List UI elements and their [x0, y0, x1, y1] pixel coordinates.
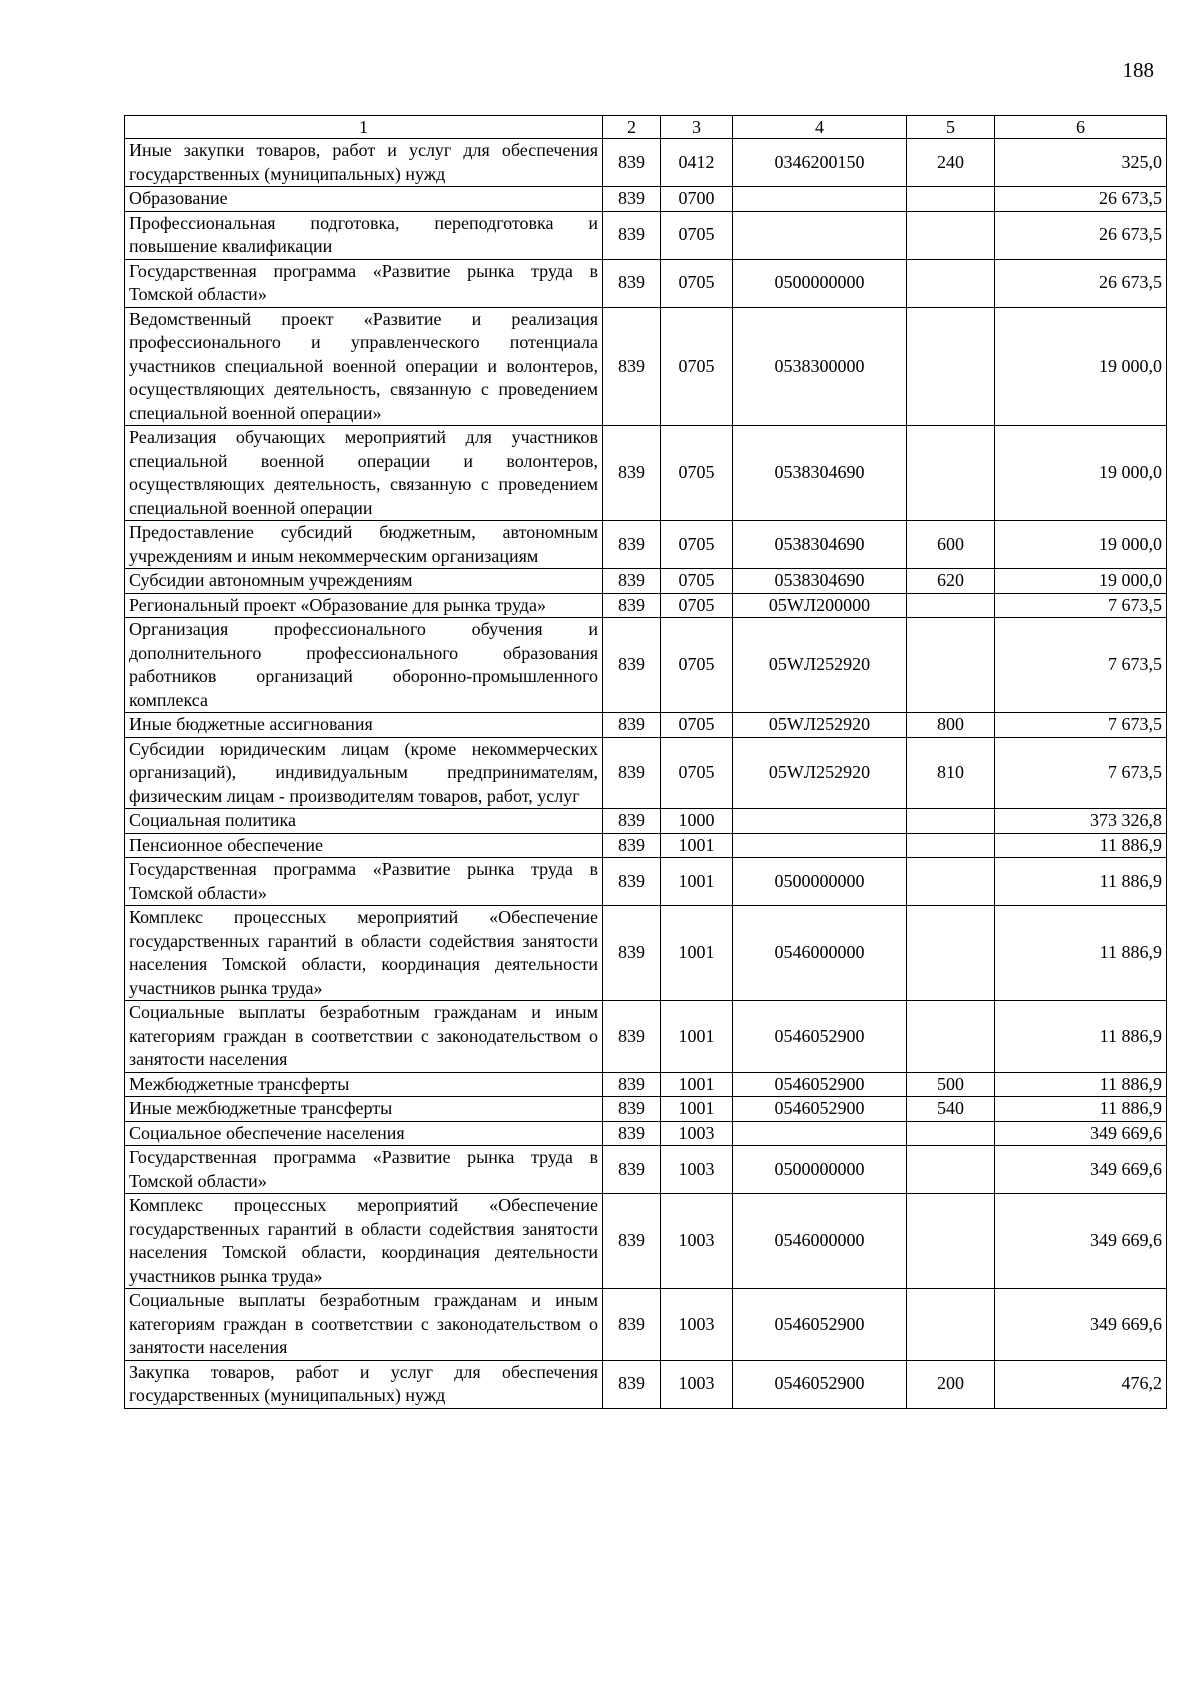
- row-amount-cell: 7 673,5: [995, 737, 1167, 809]
- row-target-cell: 05WЛ252920: [733, 737, 907, 809]
- row-target-cell: 05WЛ252920: [733, 713, 907, 738]
- row-target-cell: 0546052900: [733, 1072, 907, 1097]
- table-row: [125, 569, 1167, 594]
- row-amount-cell: 19 000,0: [995, 426, 1167, 521]
- row-amount-cell: 11 886,9: [995, 833, 1167, 858]
- table-row: [125, 906, 1167, 1001]
- row-target-cell: [733, 809, 907, 834]
- row-expense-type-cell: 800: [907, 713, 995, 738]
- table-row: [125, 1001, 1167, 1073]
- row-section-cell: 1001: [661, 858, 733, 906]
- row-name-cell: Социальное обеспечение населения: [125, 1121, 603, 1146]
- row-code-cell: 839: [603, 593, 661, 618]
- row-section-cell: 0705: [661, 211, 733, 259]
- row-target-cell: 0546052900: [733, 1097, 907, 1122]
- table-row: [125, 713, 1167, 738]
- row-name-cell: Иные бюджетные ассигнования: [125, 713, 603, 738]
- table-row: [125, 187, 1167, 212]
- row-code-cell: 839: [603, 426, 661, 521]
- row-target-cell: 0546000000: [733, 1194, 907, 1289]
- row-amount-cell: 19 000,0: [995, 569, 1167, 594]
- table-row: [125, 593, 1167, 618]
- row-target-cell: 0546052900: [733, 1360, 907, 1408]
- table-row: [125, 521, 1167, 569]
- row-expense-type-cell: [907, 211, 995, 259]
- row-name-cell: Ведомственный проект «Развитие и реализация профессионального и управленческого потенциала участников специальной военной операции и волонтеров, осуществляющих деятельность, связанную с проведением специальной военной операции»: [125, 307, 603, 426]
- row-expense-type-cell: [907, 1121, 995, 1146]
- row-name-cell: Межбюджетные трансферты: [125, 1072, 603, 1097]
- row-expense-type-cell: 810: [907, 737, 995, 809]
- row-expense-type-cell: 600: [907, 521, 995, 569]
- row-amount-cell: 349 669,6: [995, 1289, 1167, 1361]
- table-row: [125, 1121, 1167, 1146]
- row-section-cell: 1001: [661, 1001, 733, 1073]
- row-section-cell: 1003: [661, 1289, 733, 1361]
- row-code-cell: 839: [603, 187, 661, 212]
- row-code-cell: 839: [603, 1194, 661, 1289]
- row-expense-type-cell: [907, 426, 995, 521]
- row-expense-type-cell: [907, 809, 995, 834]
- table-body: [125, 116, 1167, 1409]
- row-target-cell: 0500000000: [733, 259, 907, 307]
- row-target-cell: [733, 187, 907, 212]
- row-name-cell: Государственная программа «Развитие рынка труда в Томской области»: [125, 858, 603, 906]
- row-code-cell: 839: [603, 211, 661, 259]
- row-expense-type-cell: 200: [907, 1360, 995, 1408]
- row-code-cell: 839: [603, 1001, 661, 1073]
- table-row: [125, 1289, 1167, 1361]
- row-expense-type-cell: 540: [907, 1097, 995, 1122]
- row-section-cell: 1003: [661, 1121, 733, 1146]
- row-expense-type-cell: 500: [907, 1072, 995, 1097]
- row-name-cell: Организация профессионального обучения и дополнительного профессионального образования работников организаций оборонно-промышленного комплекса: [125, 618, 603, 713]
- row-amount-cell: 7 673,5: [995, 593, 1167, 618]
- row-expense-type-cell: [907, 307, 995, 426]
- row-section-cell: 0705: [661, 426, 733, 521]
- row-amount-cell: 11 886,9: [995, 1072, 1167, 1097]
- table-row: [125, 1194, 1167, 1289]
- column-header: 1: [125, 116, 603, 139]
- row-code-cell: 839: [603, 1121, 661, 1146]
- row-amount-cell: 373 326,8: [995, 809, 1167, 834]
- row-amount-cell: 11 886,9: [995, 1097, 1167, 1122]
- row-target-cell: [733, 833, 907, 858]
- row-target-cell: 0546000000: [733, 906, 907, 1001]
- row-code-cell: 839: [603, 1360, 661, 1408]
- row-section-cell: 1001: [661, 1072, 733, 1097]
- table-row: [125, 426, 1167, 521]
- row-expense-type-cell: [907, 593, 995, 618]
- row-code-cell: 839: [603, 521, 661, 569]
- row-code-cell: 839: [603, 307, 661, 426]
- row-name-cell: Реализация обучающих мероприятий для участников специальной военной операции и волонтеров, осуществляющих деятельность, связанную с проведением специальной военной операции: [125, 426, 603, 521]
- row-name-cell: Субсидии юридическим лицам (кроме некоммерческих организаций), индивидуальным предпринимателям, физическим лицам - производителям товаров, работ, услуг: [125, 737, 603, 809]
- row-name-cell: Социальные выплаты безработным гражданам и иным категориям граждан в соответствии с законодательством о занятости населения: [125, 1289, 603, 1361]
- row-name-cell: Профессиональная подготовка, переподготовка и повышение квалификации: [125, 211, 603, 259]
- table-row: [125, 307, 1167, 426]
- row-code-cell: 839: [603, 1289, 661, 1361]
- table-header-row: [125, 116, 1167, 139]
- row-name-cell: Региональный проект «Образование для рынка труда»: [125, 593, 603, 618]
- row-target-cell: 05WЛ252920: [733, 618, 907, 713]
- row-target-cell: [733, 1121, 907, 1146]
- table-row: [125, 1360, 1167, 1408]
- row-expense-type-cell: [907, 906, 995, 1001]
- row-expense-type-cell: [907, 833, 995, 858]
- row-section-cell: 0705: [661, 259, 733, 307]
- row-name-cell: Закупка товаров, работ и услуг для обеспечения государственных (муниципальных) нужд: [125, 1360, 603, 1408]
- row-code-cell: 839: [603, 833, 661, 858]
- row-amount-cell: 19 000,0: [995, 307, 1167, 426]
- row-amount-cell: 26 673,5: [995, 259, 1167, 307]
- row-name-cell: Государственная программа «Развитие рынка труда в Томской области»: [125, 1146, 603, 1194]
- table-row: [125, 858, 1167, 906]
- row-name-cell: Социальная политика: [125, 809, 603, 834]
- row-amount-cell: 26 673,5: [995, 187, 1167, 212]
- row-amount-cell: 11 886,9: [995, 906, 1167, 1001]
- row-code-cell: 839: [603, 809, 661, 834]
- row-code-cell: 839: [603, 1097, 661, 1122]
- row-code-cell: 839: [603, 569, 661, 594]
- row-target-cell: 0538304690: [733, 569, 907, 594]
- row-target-cell: 0538304690: [733, 426, 907, 521]
- row-code-cell: 839: [603, 713, 661, 738]
- row-amount-cell: 7 673,5: [995, 713, 1167, 738]
- budget-table: [124, 115, 1167, 1409]
- row-target-cell: 0500000000: [733, 1146, 907, 1194]
- table-row: [125, 1072, 1167, 1097]
- column-header: 4: [733, 116, 907, 139]
- row-expense-type-cell: [907, 187, 995, 212]
- row-target-cell: 0546052900: [733, 1289, 907, 1361]
- row-target-cell: 0500000000: [733, 858, 907, 906]
- row-code-cell: 839: [603, 618, 661, 713]
- row-section-cell: 0705: [661, 713, 733, 738]
- row-target-cell: [733, 211, 907, 259]
- row-name-cell: Комплекс процессных мероприятий «Обеспечение государственных гарантий в области содействия занятости населения Томской области, координация деятельности участников рынка труда»: [125, 906, 603, 1001]
- row-amount-cell: 325,0: [995, 139, 1167, 187]
- row-section-cell: 0705: [661, 307, 733, 426]
- row-amount-cell: 476,2: [995, 1360, 1167, 1408]
- row-name-cell: Субсидии автономным учреждениям: [125, 569, 603, 594]
- row-expense-type-cell: [907, 858, 995, 906]
- row-section-cell: 1001: [661, 906, 733, 1001]
- row-code-cell: 839: [603, 1072, 661, 1097]
- table-row: [125, 737, 1167, 809]
- row-section-cell: 1003: [661, 1194, 733, 1289]
- table-row: [125, 1146, 1167, 1194]
- row-section-cell: 1003: [661, 1360, 733, 1408]
- row-amount-cell: 349 669,6: [995, 1194, 1167, 1289]
- row-section-cell: 0705: [661, 593, 733, 618]
- table-row: [125, 259, 1167, 307]
- row-expense-type-cell: [907, 259, 995, 307]
- row-amount-cell: 19 000,0: [995, 521, 1167, 569]
- column-header: 6: [995, 116, 1167, 139]
- row-target-cell: 0546052900: [733, 1001, 907, 1073]
- row-section-cell: 1001: [661, 833, 733, 858]
- row-section-cell: 0705: [661, 618, 733, 713]
- row-code-cell: 839: [603, 737, 661, 809]
- column-header: 5: [907, 116, 995, 139]
- row-name-cell: Пенсионное обеспечение: [125, 833, 603, 858]
- row-expense-type-cell: [907, 1001, 995, 1073]
- row-expense-type-cell: 240: [907, 139, 995, 187]
- row-name-cell: Государственная программа «Развитие рынка труда в Томской области»: [125, 259, 603, 307]
- row-code-cell: 839: [603, 259, 661, 307]
- row-expense-type-cell: [907, 618, 995, 713]
- row-amount-cell: 26 673,5: [995, 211, 1167, 259]
- row-amount-cell: 349 669,6: [995, 1146, 1167, 1194]
- row-expense-type-cell: 620: [907, 569, 995, 594]
- table-row: [125, 833, 1167, 858]
- table-row: [125, 809, 1167, 834]
- row-name-cell: Образование: [125, 187, 603, 212]
- row-section-cell: 0705: [661, 569, 733, 594]
- table-row: [125, 139, 1167, 187]
- row-amount-cell: 349 669,6: [995, 1121, 1167, 1146]
- row-amount-cell: 11 886,9: [995, 858, 1167, 906]
- column-header: 2: [603, 116, 661, 139]
- row-section-cell: 1001: [661, 1097, 733, 1122]
- table-row: [125, 618, 1167, 713]
- row-target-cell: 0346200150: [733, 139, 907, 187]
- row-name-cell: Комплекс процессных мероприятий «Обеспечение государственных гарантий в области содействия занятости населения Томской области, координация деятельности участников рынка труда»: [125, 1194, 603, 1289]
- row-code-cell: 839: [603, 1146, 661, 1194]
- row-name-cell: Иные закупки товаров, работ и услуг для обеспечения государственных (муниципальных) нужд: [125, 139, 603, 187]
- row-name-cell: Социальные выплаты безработным гражданам и иным категориям граждан в соответствии с законодательством о занятости населения: [125, 1001, 603, 1073]
- row-expense-type-cell: [907, 1289, 995, 1361]
- row-target-cell: 05WЛ200000: [733, 593, 907, 618]
- table-row: [125, 211, 1167, 259]
- row-code-cell: 839: [603, 858, 661, 906]
- row-amount-cell: 7 673,5: [995, 618, 1167, 713]
- row-expense-type-cell: [907, 1146, 995, 1194]
- row-section-cell: 1003: [661, 1146, 733, 1194]
- row-section-cell: 0705: [661, 521, 733, 569]
- page-number: 188: [1122, 58, 1154, 82]
- column-header: 3: [661, 116, 733, 139]
- row-amount-cell: 11 886,9: [995, 1001, 1167, 1073]
- row-section-cell: 0700: [661, 187, 733, 212]
- row-target-cell: 0538304690: [733, 521, 907, 569]
- row-name-cell: Иные межбюджетные трансферты: [125, 1097, 603, 1122]
- row-name-cell: Предоставление субсидий бюджетным, автономным учреждениям и иным некоммерческим организациям: [125, 521, 603, 569]
- row-section-cell: 1000: [661, 809, 733, 834]
- row-target-cell: 0538300000: [733, 307, 907, 426]
- row-code-cell: 839: [603, 139, 661, 187]
- row-section-cell: 0412: [661, 139, 733, 187]
- row-section-cell: 0705: [661, 737, 733, 809]
- table-row: [125, 1097, 1167, 1122]
- row-expense-type-cell: [907, 1194, 995, 1289]
- row-code-cell: 839: [603, 906, 661, 1001]
